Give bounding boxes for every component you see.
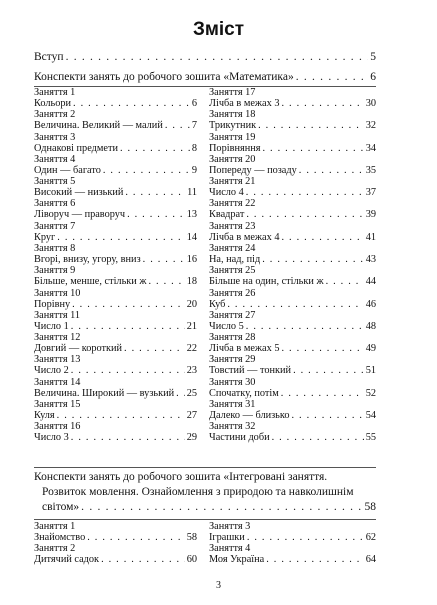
lesson-heading: Заняття 4 (209, 543, 251, 555)
lesson-line (209, 321, 376, 332)
toc-entry[interactable] (34, 176, 197, 198)
toc-section-math[interactable] (34, 70, 376, 85)
toc-column-right (209, 521, 376, 566)
toc-column-left (34, 87, 197, 444)
lesson-line (209, 365, 376, 376)
toc-entry[interactable] (209, 310, 376, 332)
lesson-line (209, 209, 376, 220)
dot-leader (71, 432, 185, 443)
lesson-topic: Число 2 (34, 365, 69, 377)
dot-leader (72, 299, 185, 310)
toc-entry[interactable] (34, 87, 197, 109)
lesson-page: 58 (186, 532, 197, 544)
lesson-heading: Заняття 27 (209, 309, 256, 321)
lesson-heading: Заняття 2 (34, 543, 76, 555)
toc-entry[interactable] (34, 243, 197, 265)
lesson-topic: Попереду — позаду (209, 164, 297, 176)
lesson-topic: Число 4 (209, 187, 244, 199)
lesson-topic: Більше, менше, стільки ж (34, 276, 147, 288)
lesson-heading: Заняття 21 (209, 176, 256, 188)
dot-leader (103, 165, 190, 176)
lesson-page: 22 (186, 343, 197, 355)
lesson-page: 49 (365, 343, 376, 355)
lesson-page: 21 (186, 320, 197, 332)
lesson-line (34, 143, 197, 154)
lesson-topic: Більше на один, стільки ж (209, 276, 324, 288)
lesson-page: 14 (186, 231, 197, 243)
lesson-page: 6 (191, 98, 197, 110)
dot-leader (296, 70, 369, 85)
lesson-line (209, 410, 376, 421)
lesson-topic: Частини доби (209, 432, 270, 444)
lesson-topic: Квадрат (209, 209, 245, 221)
section-page: 6 (370, 71, 376, 83)
toc-entry[interactable] (209, 87, 376, 109)
dot-leader (281, 232, 363, 243)
toc-entry[interactable] (34, 198, 197, 220)
lesson-heading: Заняття 10 (34, 287, 81, 299)
dot-leader (258, 120, 364, 131)
dot-leader (326, 276, 364, 287)
dot-leader (299, 165, 364, 176)
lesson-topic: Однакові предмети (34, 142, 118, 154)
lesson-page: 52 (365, 387, 376, 399)
toc-entry[interactable] (34, 421, 197, 443)
lesson-topic: Товстий — тонкий (209, 365, 292, 377)
lesson-line (34, 120, 197, 131)
toc-entry[interactable] (34, 521, 197, 543)
lesson-heading: Заняття 5 (34, 176, 76, 188)
dot-leader (124, 343, 185, 354)
toc-entry[interactable] (34, 132, 197, 154)
lesson-topic: Знайомство (34, 532, 86, 544)
lesson-page: 64 (365, 554, 376, 566)
lesson-heading: Заняття 19 (209, 131, 256, 143)
dot-leader (125, 187, 185, 198)
lesson-page: 48 (365, 320, 376, 332)
lesson-line (209, 187, 376, 198)
toc-entry[interactable] (34, 265, 197, 287)
lesson-topic: Порівну (34, 298, 71, 310)
divider (34, 519, 376, 520)
toc-entry[interactable] (209, 543, 376, 565)
lesson-line (34, 532, 197, 543)
lesson-topic: Довгий — короткий (34, 343, 123, 355)
lesson-heading: Заняття 28 (209, 332, 256, 344)
toc-entry[interactable] (209, 132, 376, 154)
lesson-line (209, 276, 376, 287)
toc-entry[interactable] (34, 377, 197, 399)
lesson-line (34, 209, 197, 220)
lesson-topic: Порівняння (209, 142, 261, 154)
section-heading-text: світом» (42, 501, 80, 513)
lesson-page: 62 (365, 532, 376, 544)
lesson-page: 8 (191, 142, 197, 154)
dot-leader (101, 554, 185, 565)
lesson-heading: Заняття 18 (209, 109, 256, 121)
dot-leader (293, 365, 364, 376)
lesson-heading: Заняття 7 (34, 220, 76, 232)
lesson-heading: Заняття 4 (34, 153, 76, 165)
dot-leader (165, 120, 190, 131)
lesson-topic: Високий — низький (34, 187, 124, 199)
lesson-line (209, 143, 376, 154)
lesson-heading: Заняття 14 (34, 376, 81, 388)
lesson-line (34, 165, 197, 176)
toc-entry[interactable] (209, 221, 376, 243)
toc-entry[interactable] (209, 198, 376, 220)
lesson-line (209, 98, 376, 109)
lesson-heading: Заняття 30 (209, 376, 256, 388)
lesson-line (34, 554, 197, 565)
page-title: Зміст (192, 19, 245, 40)
toc-entry[interactable] (209, 288, 376, 310)
lesson-page: 30 (365, 98, 376, 110)
lesson-heading: Заняття 9 (34, 265, 76, 277)
toc-entry[interactable] (34, 354, 197, 376)
lesson-heading: Заняття 16 (34, 421, 81, 433)
lesson-line (209, 120, 376, 131)
lesson-line (34, 343, 197, 354)
lesson-topic: Вгорі, внизу, угору, вниз (34, 254, 141, 266)
lesson-line (34, 254, 197, 265)
lesson-page: 54 (365, 409, 376, 421)
toc-column-right (209, 87, 376, 444)
dot-leader (120, 143, 190, 154)
lesson-line (209, 232, 376, 243)
lesson-page: 18 (186, 276, 197, 288)
toc-entry[interactable] (34, 399, 197, 421)
lesson-page: 37 (365, 187, 376, 199)
lesson-topic: Величина. Широкий — вузький (34, 387, 175, 399)
lesson-heading: Заняття 8 (34, 242, 76, 254)
lesson-line (34, 299, 197, 310)
toc-entry[interactable] (34, 288, 197, 310)
lesson-page: 55 (365, 432, 376, 444)
toc-entry[interactable] (34, 221, 197, 243)
dot-leader (281, 388, 364, 399)
lesson-heading: Заняття 24 (209, 242, 256, 254)
lesson-heading: Заняття 12 (34, 332, 81, 344)
toc-column-left (34, 521, 197, 566)
lesson-page: 7 (191, 120, 197, 132)
section-heading-line-3 (34, 500, 376, 515)
dot-leader (272, 432, 364, 443)
lesson-line (209, 432, 376, 443)
lesson-topic: Куля (34, 409, 55, 421)
toc-entry[interactable] (209, 521, 376, 543)
lesson-page: 16 (186, 254, 197, 266)
lesson-heading: Заняття 13 (34, 354, 81, 366)
toc-entry-label: Вступ (34, 51, 64, 63)
lesson-line (34, 232, 197, 243)
lesson-line (209, 532, 376, 543)
lesson-page: 13 (186, 209, 197, 221)
lesson-topic: Лічба в межах 4 (209, 231, 280, 243)
lesson-heading: Заняття 1 (34, 87, 76, 98)
toc-entry[interactable] (209, 332, 376, 354)
dot-leader (143, 254, 185, 265)
toc-entry[interactable] (209, 176, 376, 198)
lesson-topic: Куб (209, 298, 226, 310)
lesson-line (34, 432, 197, 443)
dot-leader (73, 98, 190, 109)
toc-entry[interactable] (209, 399, 376, 421)
lesson-line (34, 321, 197, 332)
toc-entry[interactable] (209, 265, 376, 287)
lesson-page: 35 (365, 164, 376, 176)
dot-leader (281, 98, 363, 109)
lesson-line (34, 187, 197, 198)
section-heading: Конспекти занять до робочого зошита «Математика» (34, 71, 294, 83)
lesson-heading: Заняття 31 (209, 398, 256, 410)
toc-entry[interactable] (209, 243, 376, 265)
toc-section-integrated[interactable] (34, 470, 376, 515)
lesson-topic: Круг (34, 231, 56, 243)
lesson-line (34, 365, 197, 376)
lesson-line (34, 276, 197, 287)
dot-leader (87, 532, 184, 543)
lesson-topic: Іграшки (209, 532, 245, 544)
lesson-heading: Заняття 29 (209, 354, 256, 366)
lesson-heading: Заняття 23 (209, 220, 256, 232)
dot-leader (281, 343, 363, 354)
section-heading-line-2: Розвиток мовлення. Ознайомлення з природою та навколишнім (42, 486, 354, 498)
lesson-topic: Трикутник (209, 120, 257, 132)
lesson-page: 23 (186, 365, 197, 377)
section-page: 58 (364, 501, 376, 513)
dot-leader (127, 209, 185, 220)
lesson-page: 41 (365, 231, 376, 243)
toc-entry-intro[interactable] (34, 50, 376, 65)
toc-entry[interactable] (209, 154, 376, 176)
dot-leader (246, 321, 364, 332)
dot-leader (262, 254, 363, 265)
dot-leader (81, 500, 362, 515)
lesson-topic: Величина. Великий — малий (34, 120, 163, 132)
dot-leader (176, 388, 185, 399)
lesson-heading: Заняття 3 (209, 521, 251, 532)
lesson-heading: Заняття 11 (34, 309, 81, 321)
toc-entry[interactable] (209, 421, 376, 443)
lesson-heading: Заняття 2 (34, 109, 76, 121)
lesson-topic: Моя Україна (209, 554, 265, 566)
lesson-line (209, 254, 376, 265)
toc-entry[interactable] (34, 332, 197, 354)
dot-leader (57, 232, 184, 243)
toc-entry[interactable] (209, 377, 376, 399)
toc-entry[interactable] (34, 543, 197, 565)
dot-leader (57, 410, 185, 421)
lesson-heading: Заняття 3 (34, 131, 76, 143)
lesson-line (209, 299, 376, 310)
lesson-heading: Заняття 22 (209, 198, 256, 210)
lesson-topic: Спочатку, потім (209, 387, 279, 399)
toc-entry[interactable] (34, 109, 197, 131)
lesson-page: 11 (187, 187, 197, 199)
lesson-heading: Заняття 17 (209, 87, 256, 98)
lesson-topic: Кольори (34, 98, 72, 110)
lesson-page: 60 (186, 554, 197, 566)
lesson-line (209, 165, 376, 176)
page-number: 3 (216, 580, 221, 591)
lesson-topic: Дитячий садок (34, 554, 100, 566)
lesson-heading: Заняття 6 (34, 198, 76, 210)
lesson-line (34, 410, 197, 421)
divider (34, 467, 376, 468)
lesson-topic: Ліворуч — праворуч (34, 209, 126, 221)
lesson-page: 46 (365, 298, 376, 310)
lesson-line (34, 98, 197, 109)
lesson-page: 9 (191, 164, 197, 176)
dot-leader (262, 143, 363, 154)
lesson-page: 39 (365, 209, 376, 221)
dot-leader (71, 365, 185, 376)
lesson-line (209, 388, 376, 399)
lesson-heading: Заняття 25 (209, 265, 256, 277)
lesson-line (209, 554, 376, 565)
lesson-topic: Один — багато (34, 164, 101, 176)
toc-entry[interactable] (209, 109, 376, 131)
toc-entry[interactable] (34, 310, 197, 332)
dot-leader (227, 299, 363, 310)
lesson-topic: Число 5 (209, 320, 244, 332)
dot-leader (266, 554, 363, 565)
lesson-line (209, 343, 376, 354)
lesson-page: 34 (365, 142, 376, 154)
lesson-page: 27 (186, 409, 197, 421)
lesson-page: 29 (186, 432, 197, 444)
lesson-topic: На, над, під (209, 254, 261, 266)
lesson-page: 20 (186, 298, 197, 310)
dot-leader (246, 209, 363, 220)
lesson-topic: Число 1 (34, 320, 69, 332)
dot-leader (66, 50, 369, 65)
lesson-heading: Заняття 26 (209, 287, 256, 299)
lesson-line (34, 388, 197, 399)
dot-leader (292, 410, 364, 421)
lesson-heading: Заняття 15 (34, 398, 81, 410)
lesson-topic: Лічба в межах 5 (209, 343, 280, 355)
lesson-topic: Лічба в межах 3 (209, 98, 280, 110)
lesson-page: 51 (365, 365, 376, 377)
lesson-page: 44 (365, 276, 376, 288)
lesson-heading: Заняття 20 (209, 153, 256, 165)
lesson-heading: Заняття 32 (209, 421, 256, 433)
lesson-heading: Заняття 1 (34, 521, 76, 532)
lesson-page: 25 (186, 387, 197, 399)
dot-leader (71, 321, 185, 332)
dot-leader (246, 187, 364, 198)
section-heading-line-1: Конспекти занять до робочого зошита «Інтегровані заняття. (34, 471, 328, 483)
toc-entry[interactable] (209, 354, 376, 376)
toc-entry[interactable] (34, 154, 197, 176)
lesson-page: 43 (365, 254, 376, 266)
lesson-topic: Число 3 (34, 432, 69, 444)
lesson-page: 32 (365, 120, 376, 132)
lesson-topic: Далеко — близько (209, 409, 290, 421)
toc-entry-page: 5 (370, 51, 376, 63)
dot-leader (148, 276, 184, 287)
dot-leader (247, 532, 364, 543)
